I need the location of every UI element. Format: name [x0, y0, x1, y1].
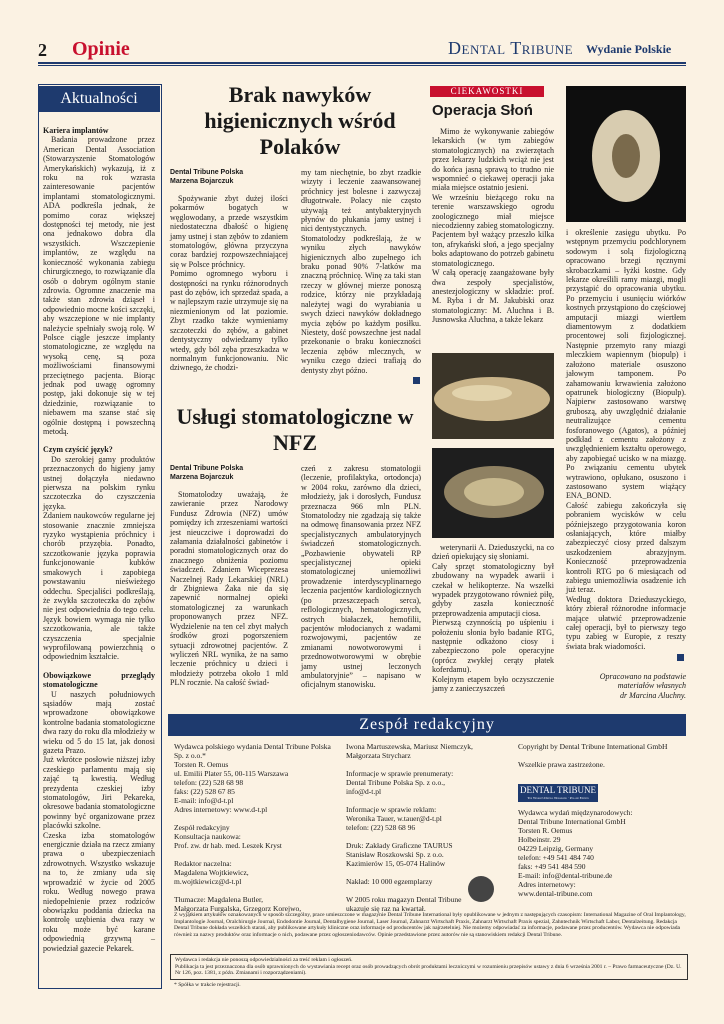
curiosities-col1: [432, 127, 554, 345]
page-number: 2: [38, 40, 47, 60]
legal-note-text: Wydawca i redakcja nie ponoszą odpowiedzialności za treść reklam i ogłoszeń. Publikacja ta jest przeznaczona dla osób uprawnionych do wystawiania recept oraz osób prowadzących obrót produktami leczniczymi w rozumieniu przepisów ustawy z dnia 6 września 2001 r. – Prawo farmaceutyczne (Dz. U. Nr 126, poz. 1381, z późn. Zmianami i rozporządzeniami).: [175, 957, 682, 976]
tusk-photo-3: [566, 86, 686, 222]
sidebar-text-tongue: Do szerokiej gamy produktów przeznaczonych do higieny jamy ustnej dołączyła niedawno pierwsza na polskim rynku szczoteczka do czyszczenia języka. Zdaniem naukowców regularne jej stosowanie znacznie zmniejsza ryzyko wystąpienia próchnicy i chorób przyzębia. Ponadto, szczotkowanie języka poprawia funkcjonowanie kubków smakowych i zapobiega powstawaniu nieświeżego oddechu. Specjaliści podkreślają, że zwykła szczoteczka do zębów nie jest odpowiednia do tego celu. Język bowiem wymaga nie tylko szczotkowania, ale także czyszczenia specjalnie wyprofilowaną powierzchnią o odpowiednim kształcie.: [43, 454, 155, 662]
logo-text: DENTAL TRIBUNE: [519, 785, 597, 795]
tusk-photo-2-image: [432, 448, 554, 538]
curiosities-col1b: [432, 543, 554, 703]
article2-text-col2: czeń z zakresu stomatologii (leczenie, profilaktyka, ortodoncja) w 2004 roku, zarówno dla dzieci, młodzieży, jak i dorosłych, Fundusz przeznacza 966 mln PLN. Stomatolodzy nie zgadzają się także na odmowę finansowania przez NFZ specjalistycznych ambulatoryjnych świadczeń stomatologicznych. „Pozbawienie obywateli RP specjalistycznej opieki stomatologicznej uniemożliwi prowadzenie interdyscyplinarnego leczenia pacjentów kardiologicznych (po przeszczepach serca), reflologicznych, hematologicznych, ostrych białaczek, hemofilii, pacjentów młodocianych z wadami rozwojowymi, pacjentów ze zmianami nowotworowymi i przednowotworowymi w obrębie jamy ustnej leczonych ambulatoryjnie” – napisano w oficjalnym stanowisku.: [301, 464, 421, 690]
dental-tribune-logo: [518, 784, 598, 802]
tusk-photo-1-image: [432, 353, 554, 439]
legal-note-box: [170, 954, 688, 980]
edition-label: Wydanie Polskie: [586, 42, 672, 56]
sidebar-heading-tongue: Czym czyścić język?: [43, 445, 113, 455]
editorial-fine-print: [174, 912, 686, 950]
editorial-text-col3a: Copyright by Dental Tribune International GmbH Wszelkie prawa zastrzeżone.: [518, 742, 668, 769]
editorial-text-col3b: Wydawca wydań międzynarodowych: Dental Tribune International GmbH Torsten R. Oemus Holbeinstr. 29 04229 Leipzig, Germany telefon: +49 541 484 740 faks: +49 541 484 590 E-mail: info@dental-tribune.de Adres internetowy: www.dental-tribune.com: [518, 808, 633, 898]
article1-byline-author: Marzena Bojarczuk: [170, 178, 234, 185]
article2-col1: [170, 464, 288, 688]
article2-byline-author: Marzena Bojarczuk: [170, 474, 234, 481]
sidebar-title: Aktualności: [38, 86, 160, 112]
header-rule: [38, 62, 686, 64]
credit-line-1: Opracowano na podstawie: [599, 672, 686, 681]
publisher-badge-icon: [468, 876, 494, 902]
sidebar-text-implants: Badania prowadzone przez American Dental Association (Stowarzyszenie Stomatologów Amerykańskich) wykazują, iż z roku na rok wzrasta zainteresowanie pacjentów implantami stomatologicznymi. ADA podkreśla jednak, że pomimo coraz większej dostępności tej metody, nie jest ona jednakowo dobra dla wszystkich. Wszczepienie implantów, ze względu na konieczność wykonania zabiegu chirurgicznego, to rozwiązanie dla osób o dobrym ogólnym stanie zdrowia. Ogromne znaczenie ma także stan zdrowia dziąseł i odpowiednio mocne kości szczęki, aby wszczepione w nie implanty należycie spełniały swoją rolę. W Polsce ciągle jeszcze implanty stomatologiczne, ze względu na wysoką cenę, są poza możliwościami finansowymi przeciętnego pacjenta. Biorąc jednak pod uwagę ogromny postęp, jaki dokonuje się w tej dziedzinie, rozwiązanie to niebawem ma szanse stać się ogólnie dostępną i powszechną metodą.: [43, 135, 155, 436]
tusk-photo-3-image: [566, 86, 686, 222]
editorial-team-title: Zespół redakcyjny: [168, 714, 686, 736]
credit-line-2: materiałów własnych: [617, 681, 686, 691]
curiosities-label: CIEKAWOSTKI: [430, 86, 544, 97]
editorial-col3: [518, 742, 684, 908]
credit-line-3: dr Marcina Aluchny.: [620, 690, 686, 700]
section-title: Opinie: [72, 38, 130, 60]
curiosities-col2: [566, 228, 686, 662]
article1-col2: [301, 168, 421, 384]
sidebar-heading-checkups: Obowiązkowe przeglądy stomatologiczne: [43, 670, 155, 690]
publication-title: Dental Tribune: [448, 38, 574, 58]
article2-col2: [301, 464, 421, 704]
curiosities-text-col1b: weterynarii A. Dzieduszycki, na co dzień opiekujący się słoniami. Cały sprzęt stomatologiczny był zbudowany na wypadek awarii i czekał w helikopterze. Na wszelki wypadek przygotowano również piłę, gdyby zaszła konieczność przeprowadzenia amputacji ciosa. Pierwszą czynnością po uśpieniu i położeniu słonia było badanie RTG, następnie odkażono ciosy i zabezpieczono pole operacyjne (oprócz zwykłej cerąty płatek koferdamu). Kolejnym etapem było oczyszczenie jamy z zanieczyszczeń: [432, 543, 554, 694]
curiosities-text-col1a: Mimo że wykonywanie zabiegów lekarskich (w tym zabiegów stomatologicznych) na zwierzętach przez lekarzy ludzkich wciąż nie jest do końca jasną sprawą to trudno nie wspomnieć o ciekawej operacji jaka miała miejsce ostatnio jesieni. We wrześniu bieżącego roku na terenie warszawskiego ogrodu zoologicznego miał miejsce niecodzienny zabieg stomatologiczny. Pacjentem był ważący przeszło kilka ton, afrykański słoń, a jego specjalny boks adaptowano do potrzeb gabinetu stomatologicznego. W całą operację zaangażowane były dwa zespoły specjalistów, anestezjologiczny w składzie: prof. M. Ryba i dr M. Jakubiski oraz stomatologiczny: M. Aluchna i B. Jusnowska Aluchna, a także lekarz: [432, 127, 554, 325]
logo-subtitle: The World's Dental Newspaper · Poland Edition: [527, 796, 589, 800]
tusk-photo-1: [432, 353, 554, 439]
sidebar-heading-implants: Kariera implantów: [43, 126, 109, 135]
article2-text-col1: Stomatolodzy uważają, że zawieranie przez Narodowy Fundusz Zdrowia (NFZ) umów pomiędzy ich zrzeszeniami wartości jest nieuczciwe i doprowadzi do załamania działalności gabinetów i poradni stomatologicznych oraz do znacznego obniżenia poziomu świadczeń. Zdaniem Wiceprezesa Naczelnej Rady Lekarskiej (NRL) dr Zbigniewa Żaka nie da się zapewnić normalnej opieki stomatologicznej za warunkach proponowanych przez NFZ. Wydzielenie na ten cel zbyt małych środków grozi pogorszeniem sytuacji zdrowotnej pacjentów. Z wyliczeń NRL wynika, że na samo leczenie próchnicy u dzieci i młodzieży potrzeba około 1 mld PLN rocznie. Na całość świad-: [170, 490, 288, 688]
article1-byline-org: Dental Tribune Polska: [170, 169, 244, 176]
article2-title: Usługi stomatologiczne w NFZ: [176, 404, 414, 455]
curiosities-text-col2: i określenie zasięgu ubytku. Po wstępnym przemyciu podchlorynem sodowym i solą fizjologiczną opracowano brzegi ręcznymi skrobaczkami – łyżki kostne. Gdy lekarze określili ramy miazgi, mogli przystąpić do opracowania ubytku. Po przemyciu i usunięciu wiórków kostnych przystąpiono do częściowej amputacji miazgi wiertłem diamentowym z dodatkiem procentowej soli fizjologicznej. Następnie przemyto rany miazgi mleczkiem wapiennym (biopulp) i założono materiale osuszono jałowym tamponem. Po zahamowaniu krwawienia założono opatrunek biologiczny (Biopulp). Najpierw zastosowano warstwę gruboszą, aby uwzględnić działanie neutralizujące cementu fosforanowego (Agatos), a później podkład z cementu założony z uwzględnieniem kształtu operowego, aby zapobiegać ucisko w na miazgę. Po związaniu cementu ubytek wytrawiono, opłukano, osuszono i zastosowano system wiążący ENA_BOND. Całość zabiegu zakończyła się pobraniem wycisków w celu późniejszego przygotowania koron osłaniających, które miałby zabezpieczyć ciosy przed dalszym uszkodzeniem abrazyjnym. Konieczność przeprowadzenia kontroli RTG po 6 miesiącach od zabiegu uniemożliwia osadzenie ich już teraz. Według doktora Dzieduszyckiego, który zbierał różnorodne informacje mające ułatwić przeprowadzenie całej operacji, był to pierwszy tego typu zabieg w Europie, z reszty świata brak wiadomości.: [566, 228, 686, 651]
dt-square-icon: [413, 377, 420, 384]
article1-text-col1: Spożywanie zbyt dużej ilości pokarmów bogatych w węglowodany, a przede wszystkim niedostateczna dbałość o higienę jamy ustnej i stan zębów to zdaniem stomatologów, główna przyczyna coraz bardziej rozpowszechniającej się w Polsce próchnicy. Pomimo ogromnego wyboru i dostępności na rynku różnorodnych past do zębów, ich sprzedaż spada, a w najlepszym razie utrzymuje się na niezmienionym od lat poziomie. Zbyt rzadko także wymieniamy szczoteczki do zębów, a gabinet dentystyczny odwiedzamy tylko wtedy, gdy ból zęba przeszkadza w normalnym funkcjonowaniu. Nic dziwnego, że chodzi-: [170, 194, 288, 373]
dt-square-icon: [677, 654, 684, 661]
article2-byline-org: Dental Tribune Polska: [170, 465, 244, 472]
article1-col1: [170, 168, 288, 390]
editorial-text-col2: Iwona Martuszewska, Mariusz Niemczyk, Małgorzata Strycharz Informacje w sprawie prenumeraty: Dental Tribune Polska Sp. z o.o., info@d-t.pl Informacje w sprawie reklam: Weronika Tauer, w.tauer@d-t.pl telefon: (22) 528 68 96 Druk: Zakłady Graficzne TAURUS Stanisław Roszkowski Sp. z o.o. Kazimierów 15, 05-074 Halinów Nakład: 10 000 egzemplarzy W 2005 roku magazyn Dental Tribune ukazuje się raz na kwartał.: [346, 742, 473, 913]
editorial-col1: [174, 742, 340, 913]
curiosities-credit: [566, 672, 686, 700]
editorial-text-col1: Wydawca polskiego wydania Dental Tribune Polska Sp. z o.o.* Torsten R. Oemus ul. Emilii Plater 55, 00-115 Warszawa telefon: (22) 528 68 98 faks: (22) 528 67 85 E-mail: info@d-t.pl Adres internetowy: www.d-t.pl Zespół redakcyjny Konsultacja naukowa: Prof. zw. dr hab. med. Leszek Kryst Redaktor naczelna: Magdalena Wojtkiewicz, m.wojtkiewicz@d-t.pl Tłumacze: Magdalena Butler, Małgorzata Furgalska, Grzegorz Korejwo,: [174, 742, 331, 913]
sidebar-content: [43, 126, 155, 990]
sidebar-text-checkups: U naszych południowych sąsiadów mają zostać wprowadzone obowiązkowe kontrolne badania stomatologiczne dwa razy do roku dla młodzieży w wieku od 5 do 15 lat, jak donosi gazeta Prazo. Już wkrótce posłowie niższej izby czeskiego parlamentu mają się zająć tą kwestią. Według prezydenta czeskiej izby stomatologów, Jiri Pekareka, okresowe badania stomatologiczne powinny być organizowane przez placówki szkolne. Czeska izba stomatologów energicznie działa na rzecz zmiany prawa o ubezpieczeniach zdrowotnych. Wszystko wskazuje na to, że zmiany uda się wprowadzić w życie od 2005 roku. Według nowego prawa niedopełnienie przez rodziców obowiązku poddania dziecka na kontrolę uzębienia dwa razy w roku może być karane odpowiednią grzywną – powiedział gazecie Pekarek.: [43, 689, 155, 953]
header-rule-thin: [38, 65, 686, 66]
tusk-photo-2: [432, 448, 554, 538]
curiosities-title: Operacja Słoń: [432, 102, 533, 119]
article1-text-col2: my tam niechętnie, bo zbyt rzadkie wizyty i leczenie zaawansowanej próchnicy jest bolesne i zazwyczaj długotrwałe. Polacy nie często używają też antybakteryjnych płynów do płukania jamy ustnej i nici dentystycznych. Stomatolodzy podkreślają, że w wyniku złych nawyków higienicznych albo zupełnego ich braku ponad 90% 7-latków ma znaczną próchnicę. Winę za taki stan rzeczy w głównej mierze ponoszą rodzice, którzy nie przykładają należytej wagi do wyrabiania u swych dzieci nawyków dokładnego mycia zębów po każdym posiłku. Niestety, dość powszechne jest nadal przekonanie o braku konieczności leczenia zębów mlecznych, w wyniku czego dzieci trafiają do dentysty zbyt późno.: [301, 168, 421, 375]
footnote: * Spółka w trakcie rejestracji.: [174, 982, 241, 988]
article1-title: Brak nawyków higienicznych wśród Polaków: [204, 82, 396, 159]
fine-print-text: Z wyjątkiem artykułów oznakowanych w sposób szczególny, prace umieszczone w magazynie Dental Tribune International były opublikowane w jednym z następujących czasopism: International Magazine of Oral Implantology, Implantologie Journal, Oralchirurgie Journal, Endodontie Journal, Dentalhygiene Journal, Laser Journal, Zahnarzt Wirtschaft Praxis, Zahnarzt Wirtschaft Praxis spezial, Zahntechnik Wirtschaft Labor, Dentalzeitung. Redakcja Dental Tribune dokłada wszelkich starań, aby publikowane artykuły kliniczne oraz informacje od producentów jak najrzetelniej. Nie możemy odpowiadać za informacje, podawane przez producentów. Wydawca nie odpowiada również za nazwy produktów oraz informacje o nich, podawane przez ogłoszeniodawców. Opinie przedstawione przez autorów nie są stanowiskiem redakcji Dental Tribune.: [174, 912, 686, 938]
